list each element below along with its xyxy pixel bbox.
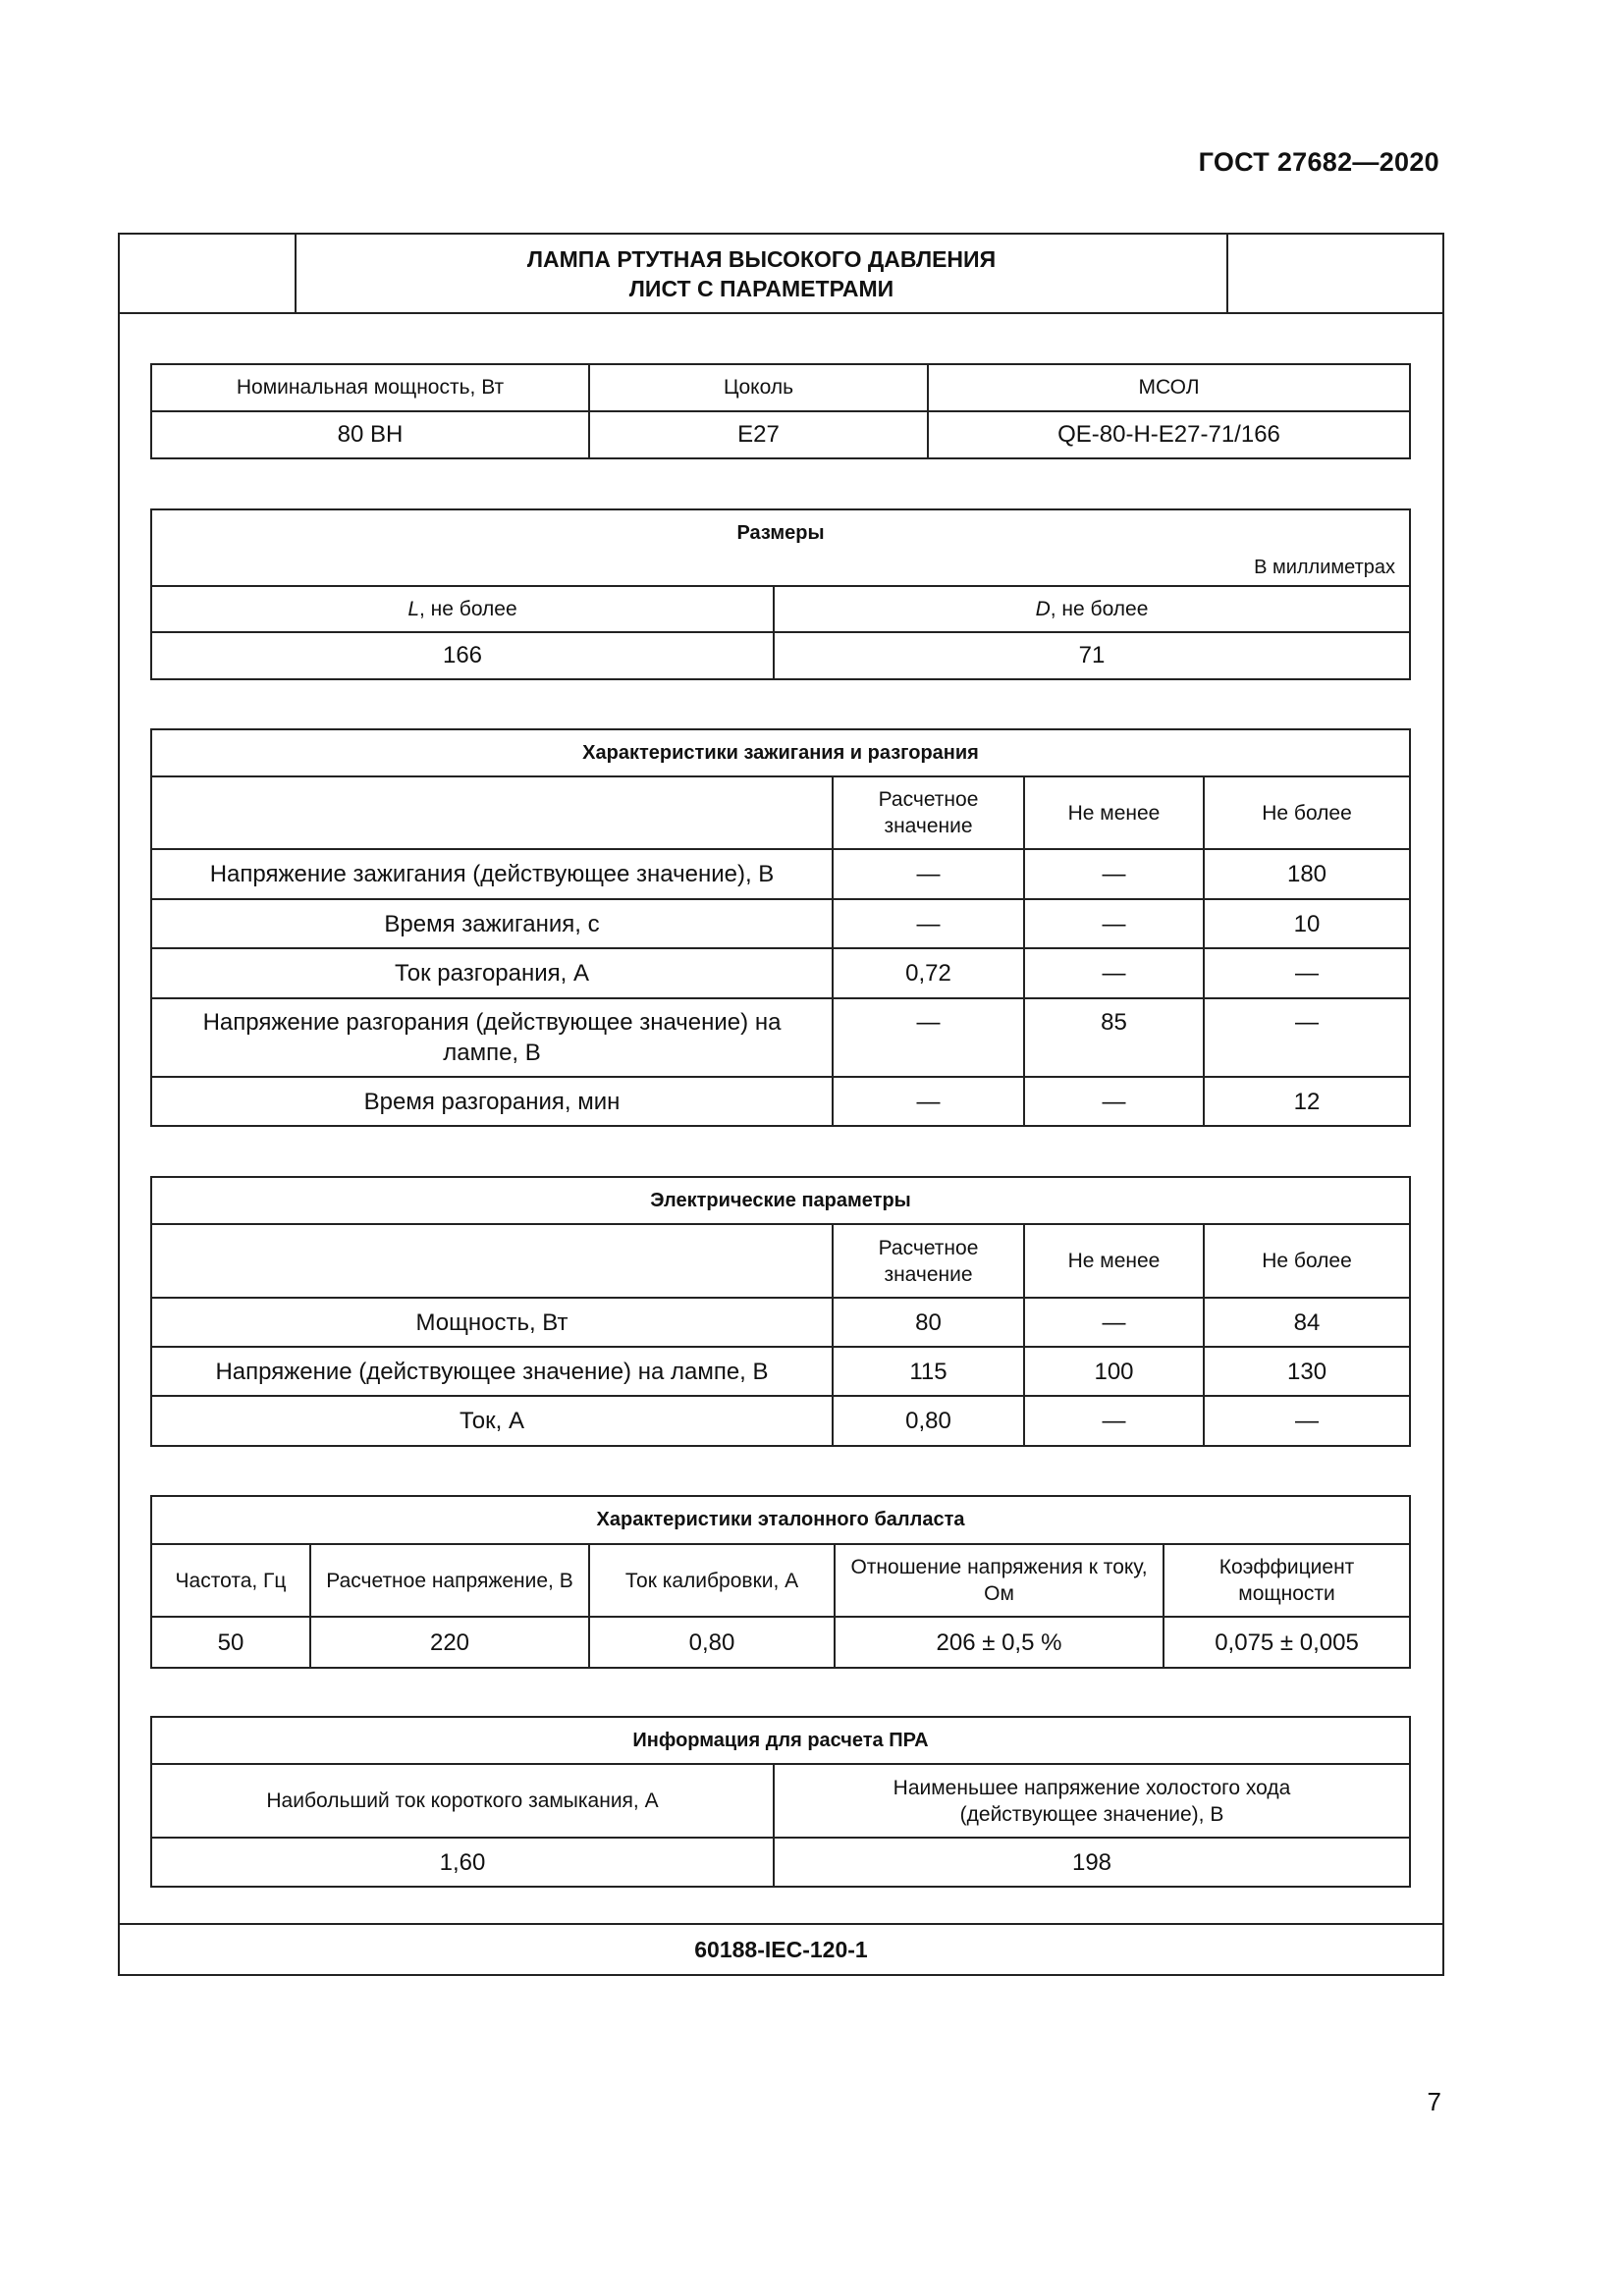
row-label: Ток разгорания, А: [151, 948, 833, 998]
min-value: 85: [1024, 998, 1204, 1077]
row-label: Время разгорания, мин: [151, 1077, 833, 1126]
header-right-cell: [1226, 235, 1442, 312]
electrical-min-header: Не менее: [1024, 1224, 1204, 1298]
voltage-current-ratio-header: Отношение напряжения к току, Ом: [835, 1544, 1164, 1617]
diameter-value: 71: [774, 632, 1410, 679]
reference-ballast-table: [150, 1495, 1411, 1669]
row-label: Мощность, Вт: [151, 1298, 833, 1347]
sheet-header: [120, 235, 1442, 314]
ignition-title: Характеристики зажигания и разгорания: [151, 729, 1410, 776]
min-value: —: [1024, 1396, 1204, 1446]
sheet-title: [297, 244, 1226, 303]
open-circuit-voltage-header: Наименьшее напряжение холостого хода (действующее значение), В: [774, 1764, 1410, 1838]
row-label: Напряжение разгорания (действующее значение) на лампе, В: [151, 998, 833, 1077]
calibration-current-value: 0,80: [589, 1617, 835, 1668]
electrical-rated-header: Расчетное значение: [833, 1224, 1024, 1298]
length-symbol: L: [407, 597, 420, 620]
ignition-table: [150, 728, 1411, 1127]
length-header: [151, 586, 774, 632]
max-value: —: [1204, 948, 1410, 998]
max-value: 180: [1204, 849, 1410, 899]
ignition-header-blank: [151, 776, 833, 849]
short-circuit-current-header: Наибольший ток короткого замыкания, А: [151, 1764, 774, 1838]
rated-voltage-value: 220: [310, 1617, 589, 1668]
dimensions-table: [150, 508, 1411, 680]
min-value: —: [1024, 899, 1204, 948]
rated-value: 0,80: [833, 1396, 1024, 1446]
dimensions-title-cell: [151, 509, 1410, 586]
table-row: [151, 1077, 1410, 1126]
table-row: [151, 1347, 1410, 1396]
header-left-cell: [120, 235, 297, 312]
diameter-symbol: D: [1035, 597, 1051, 620]
max-value: 10: [1204, 899, 1410, 948]
max-value: 84: [1204, 1298, 1410, 1347]
nominal-power-header: Номинальная мощность, Вт: [151, 364, 589, 411]
open-circuit-voltage-value: 198: [774, 1838, 1410, 1887]
frequency-value: 50: [151, 1617, 310, 1668]
row-label: Напряжение (действующее значение) на лампе, В: [151, 1347, 833, 1396]
table-row: [151, 1298, 1410, 1347]
min-value: —: [1024, 1077, 1204, 1126]
mcol-header: МСОЛ: [928, 364, 1410, 411]
max-value: 12: [1204, 1077, 1410, 1126]
electrical-title: Электрические параметры: [151, 1177, 1410, 1224]
short-circuit-current-value: 1,60: [151, 1838, 774, 1887]
rated-value: —: [833, 998, 1024, 1077]
rated-voltage-header: Расчетное напряжение, В: [310, 1544, 589, 1617]
power-factor-value: 0,075 ± 0,005: [1164, 1617, 1410, 1668]
length-value: 166: [151, 632, 774, 679]
rated-value: 80: [833, 1298, 1024, 1347]
max-value: —: [1204, 1396, 1410, 1446]
rated-value: 0,72: [833, 948, 1024, 998]
electrical-parameters-table: [150, 1176, 1411, 1447]
table-row: [151, 948, 1410, 998]
page-number: 7: [1427, 2087, 1441, 2116]
length-header-suffix: , не более: [419, 597, 517, 620]
frequency-header: Частота, Гц: [151, 1544, 310, 1617]
min-value: —: [1024, 849, 1204, 899]
nominal-power-value: 80 ВН: [151, 411, 589, 458]
ballast-title: Характеристики эталонного балласта: [151, 1496, 1410, 1544]
min-value: 100: [1024, 1347, 1204, 1396]
rated-value: 115: [833, 1347, 1024, 1396]
min-value: —: [1024, 948, 1204, 998]
row-label: Время зажигания, с: [151, 899, 833, 948]
calibration-current-header: Ток калибровки, А: [589, 1544, 835, 1617]
sheet-title-line1: ЛАМПА РТУТНАЯ ВЫСОКОГО ДАВЛЕНИЯ: [526, 246, 997, 272]
max-value: —: [1204, 998, 1410, 1077]
max-value: 130: [1204, 1347, 1410, 1396]
dimensions-title: Размеры: [736, 522, 825, 544]
gear-info-title: Информация для расчета ПРА: [151, 1717, 1410, 1764]
voltage-current-ratio-value: 206 ± 0,5 %: [835, 1617, 1164, 1668]
rated-value: —: [833, 899, 1024, 948]
mcol-value: QE-80-H-E27-71/166: [928, 411, 1410, 458]
table-row: [151, 899, 1410, 948]
cap-value: E27: [589, 411, 928, 458]
table-row: [151, 998, 1410, 1077]
sheet-code: 60188-IEC-120-1: [120, 1923, 1442, 1974]
table-row: [151, 1396, 1410, 1446]
ignition-max-header: Не более: [1204, 776, 1410, 849]
sheet-title-line2: ЛИСТ С ПАРАМЕТРАМИ: [628, 276, 894, 301]
row-label: Напряжение зажигания (действующее значение), В: [151, 849, 833, 899]
identification-table: [150, 363, 1411, 459]
table-row: [151, 849, 1410, 899]
diameter-header: [774, 586, 1410, 632]
dimensions-unit-note: В миллиметрах: [1254, 557, 1396, 578]
rated-value: —: [833, 849, 1024, 899]
min-value: —: [1024, 1298, 1204, 1347]
electrical-max-header: Не более: [1204, 1224, 1410, 1298]
electrical-header-blank: [151, 1224, 833, 1298]
document-number: ГОСТ 27682—2020: [1198, 147, 1439, 177]
power-factor-header: Коэффициент мощности: [1164, 1544, 1410, 1617]
diameter-header-suffix: , не более: [1050, 597, 1149, 620]
gear-info-table: [150, 1716, 1411, 1888]
cap-header: Цоколь: [589, 364, 928, 411]
row-label: Ток, А: [151, 1396, 833, 1446]
ignition-min-header: Не менее: [1024, 776, 1204, 849]
ignition-rated-header: Расчетное значение: [833, 776, 1024, 849]
rated-value: —: [833, 1077, 1024, 1126]
